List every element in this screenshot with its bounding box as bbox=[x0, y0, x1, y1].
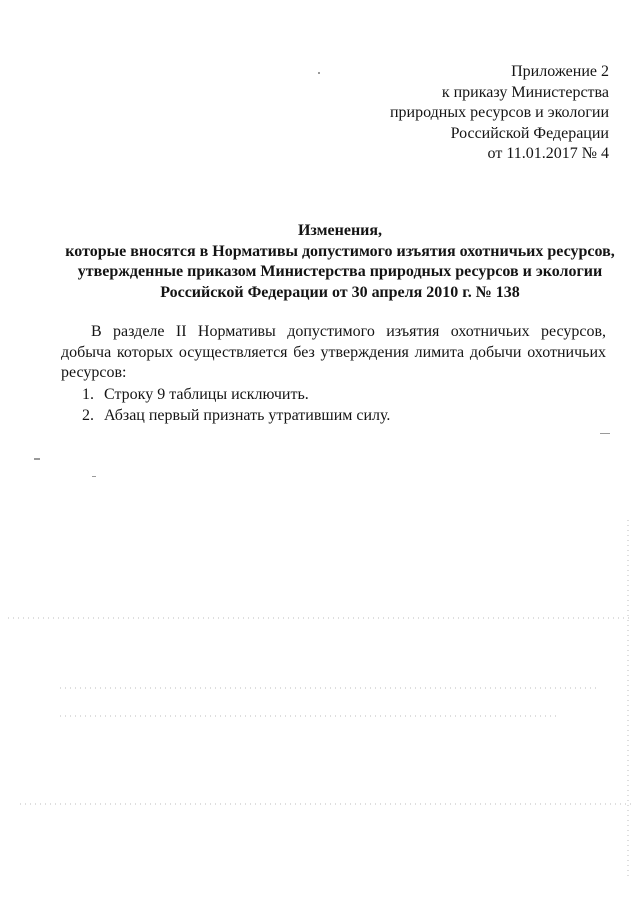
heading-line-4: Российской Федерации от 30 апреля 2010 г. № 138 bbox=[160, 283, 520, 301]
heading-line-3: утвержденные приказом Министерства природных ресурсов и экологии bbox=[77, 263, 603, 280]
list-item bbox=[61, 406, 606, 427]
list-item bbox=[61, 385, 606, 406]
list-item-number: 2. bbox=[82, 407, 94, 424]
list-item-number: 1. bbox=[82, 385, 94, 403]
appendix-ministry-line: природных ресурсов и экологии bbox=[389, 104, 609, 121]
appendix-header bbox=[390, 62, 609, 165]
appendix-date-number: от 11.01.2017 № 4 bbox=[487, 145, 609, 162]
list-item-text: Абзац первый признать утратившим силу. bbox=[104, 407, 391, 424]
list-item-text: Строку 9 таблицы исключить. bbox=[104, 385, 309, 403]
intro-paragraph: В разделе II Нормативы допустимого изъятия охотничьих ресурсов, добыча которых осуществляется без утверждения лимита добычи охотничьих ресурсов: bbox=[61, 323, 606, 381]
appendix-order-line: к приказу Министерства bbox=[441, 83, 609, 101]
document-body bbox=[61, 322, 606, 427]
heading-line-2: которые вносятся в Нормативы допустимого изъятия охотничьих ресурсов, bbox=[65, 242, 615, 260]
document-heading bbox=[60, 221, 620, 303]
heading-title: Изменения, bbox=[297, 222, 383, 239]
appendix-title: Приложение 2 bbox=[511, 63, 609, 80]
appendix-country-line: Российской Федерации bbox=[450, 124, 609, 142]
